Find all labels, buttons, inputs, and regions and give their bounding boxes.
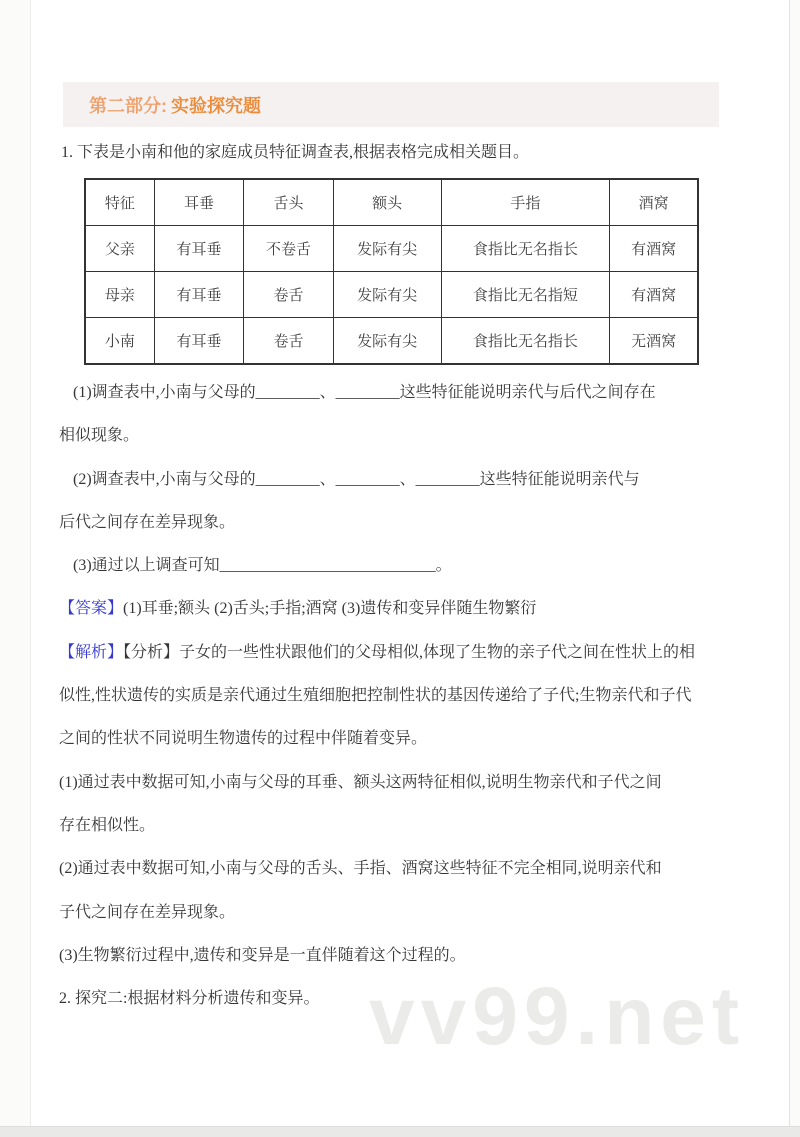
table-cell: 发际有尖 <box>333 272 441 318</box>
analysis-label: 【解析】 <box>59 643 124 661</box>
table-cell: 不卷舌 <box>244 226 333 272</box>
table-cell: 发际有尖 <box>333 318 441 365</box>
analysis-p2-line1: (2)通过表中数据可知,小南与父母的舌头、手指、酒窝这些特征不完全相同,说明亲代和 <box>59 860 662 878</box>
table-cell: 食指比无名指短 <box>441 272 610 318</box>
table-cell: 食指比无名指长 <box>441 318 610 365</box>
analysis-p2-line2: 子代之间存在差异现象。 <box>59 903 236 921</box>
question-1-intro: 1. 下表是小南和他的家庭成员特征调查表,根据表格完成相关题目。 <box>61 144 530 161</box>
table-cell: 母亲 <box>85 272 154 318</box>
table-header-cell: 耳垂 <box>154 179 243 226</box>
table-cell: 食指比无名指长 <box>441 226 610 272</box>
analysis-p1-line1: (1)通过表中数据可知,小南与父母的耳垂、额头这两特征相似,说明生物亲代和子代之间 <box>59 773 662 791</box>
analysis-text-1: 子女的一些性状跟他们的父母相似,体现了生物的亲子代之间在性状上的相 <box>179 643 696 661</box>
analysis-line-3: 之间的性状不同说明生物遗传的过程中伴随着变异。 <box>59 730 428 748</box>
watermark: vv99.net <box>369 971 746 1062</box>
table-cell: 卷舌 <box>244 272 333 318</box>
answer-label: 【答案】 <box>59 600 124 618</box>
table-cell: 有酒窝 <box>610 272 698 318</box>
question-body <box>59 371 759 1020</box>
table-cell: 有耳垂 <box>154 318 243 365</box>
q1-sub2-line2: 后代之间存在差异现象。 <box>59 513 236 531</box>
table-cell: 无酒窝 <box>610 318 698 365</box>
table-header-cell: 手指 <box>441 179 610 226</box>
table-row-father <box>85 226 698 272</box>
answer-line <box>59 587 759 630</box>
table-header-cell: 舌头 <box>244 179 333 226</box>
traits-table <box>84 178 699 365</box>
answer-text: (1)耳垂;额头 (2)舌头;手指;酒窝 (3)遗传和变异伴随生物繁衍 <box>123 600 537 618</box>
table-header-cell: 特征 <box>85 179 154 226</box>
section-header <box>63 82 719 127</box>
table-cell: 有耳垂 <box>154 226 243 272</box>
q1-sub1-line1: (1)调查表中,小南与父母的________、________这些特征能说明亲代与后代之间存在 <box>73 384 656 401</box>
q1-sub1-line2: 相似现象。 <box>59 427 140 445</box>
analysis-line-1 <box>59 631 759 674</box>
table-cell: 父亲 <box>85 226 154 272</box>
table-row-mother <box>85 272 698 318</box>
table-cell: 发际有尖 <box>333 226 441 272</box>
q1-sub3: (3)通过以上调查可知___________________________。 <box>73 557 452 575</box>
analysis-line-2: 似性,性状遗传的实质是亲代通过生殖细胞把控制性状的基因传递给了子代;生物亲代和子代 <box>59 687 692 705</box>
section-part-title: 实验探究题 <box>171 95 261 116</box>
analysis-sub-label: 【分析】 <box>123 643 180 661</box>
table-cell: 有酒窝 <box>610 226 698 272</box>
table-cell: 卷舌 <box>244 318 333 365</box>
analysis-p1-line2: 存在相似性。 <box>59 816 156 834</box>
table-header-cell: 酒窝 <box>610 179 698 226</box>
q1-sub2-line1: (2)调查表中,小南与父母的________、________、________这些特征能说明亲代与 <box>73 470 640 488</box>
section-part-label: 第二部分: <box>89 95 167 116</box>
page-bottom-gap <box>0 1126 800 1137</box>
table-cell: 小南 <box>85 318 154 365</box>
table-header-cell: 额头 <box>333 179 441 226</box>
table-row-xiaonan <box>85 318 698 365</box>
table-cell: 有耳垂 <box>154 272 243 318</box>
question-2-intro: 2. 探究二:根据材料分析遗传和变异。 <box>59 990 320 1008</box>
document-page <box>30 0 790 1126</box>
analysis-p3: (3)生物繁衍过程中,遗传和变异是一直伴随着这个过程的。 <box>59 946 466 964</box>
table-header-row <box>85 179 698 226</box>
